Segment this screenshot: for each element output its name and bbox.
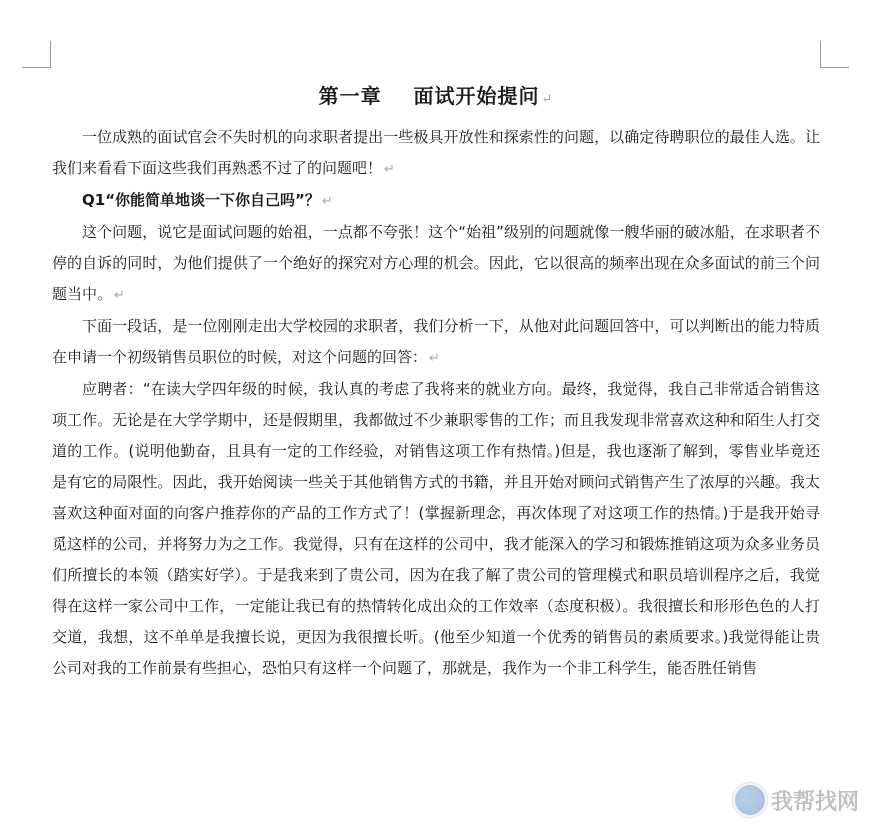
chapter-title: 第一章 面试开始提问 ↵ [318, 84, 554, 108]
watermark-logo-icon [733, 783, 767, 817]
question-heading: Q1“你能简单地谈一下你自己吗”？ ↵ [82, 191, 333, 209]
page-corner-mark-right [820, 41, 849, 68]
document-body[interactable] [52, 78, 820, 684]
intro-paragraph: 一位成熟的面试官会不失时机的向求职者提出一些极具开放性和探索性的问题，以确定待聘职位的最佳人选。让我们来看看下面这些我们再熟悉不过了的问题吧！ ↵ [52, 128, 820, 177]
body-paragraph: 下面一段话，是一位刚刚走出大学校园的求职者，我们分析一下，从他对此问题回答中，可以判断出的能力特质在申请一个初级销售员职位的时候，对这个问题的回答： ↵ [52, 317, 820, 366]
body-paragraph: 应聘者：“在读大学四年级的时候，我认真的考虑了我将来的就业方向。最终，我觉得，我自己非常适合销售这项工作。无论是在大学学期中，还是假期里，我都做过不少兼职零售的工作；而且我发现非常喜欢这种和陌生人打交道的工作。(说明他勤奋，且具有一定的工作经验，对销售这项工作有热情。)但是，我也逐渐了解到，零售业毕竟还是有它的局限性。因此，我开始阅读一些关于其他销售方式的书籍，并且开始对顾问式销售产生了浓厚的兴趣。我太喜欢这种面对面的向客户推荐你的产品的工作方式了！(掌握新理念，再次体现了对这项工作的热情。)于是我开始寻觅这样的公司，并将努力为之工作。我觉得，只有在这样的公司中，我才能深入的学习和锻炼推销这项为众多业务员们所擅长的本领（踏实好学）。于是我来到了贵公司，因为在我了解了贵公司的管理模式和职员培训程序之后，我觉得在这样一家公司中工作，一定能让我已有的热情转化成出众的工作效率（态度积极）。我很擅长和形形色色的人打交道，我想，这不单单是我擅长说，更因为我很擅长听。(他至少知道一个优秀的销售员的素质要求。)我觉得能让贵公司对我的工作前景有些担心，恐怕只有这样一个问题了，那就是，我作为一个非工科学生，能否胜任销售 [52, 380, 820, 677]
watermark-text: 我帮找网 [771, 789, 860, 815]
page-corner-mark-left [22, 41, 51, 68]
paragraph-mark-icon: ↵ [541, 92, 554, 107]
paragraph-mark-icon: ↵ [321, 194, 333, 209]
paragraph-mark-icon: ↵ [429, 351, 440, 366]
paragraph-mark-icon: ↵ [114, 288, 125, 303]
body-paragraph: 这个问题，说它是面试问题的始祖，一点都不夸张！这个“始祖”级别的问题就像一艘华丽的破冰船，在求职者不停的自诉的同时，为他们提供了一个绝好的探究对方心理的机会。因此，它以很高的频率出现在众多面试的前三个问题当中。 ↵ [52, 223, 820, 303]
paragraph-mark-icon: ↵ [384, 162, 395, 177]
site-watermark [733, 778, 863, 822]
